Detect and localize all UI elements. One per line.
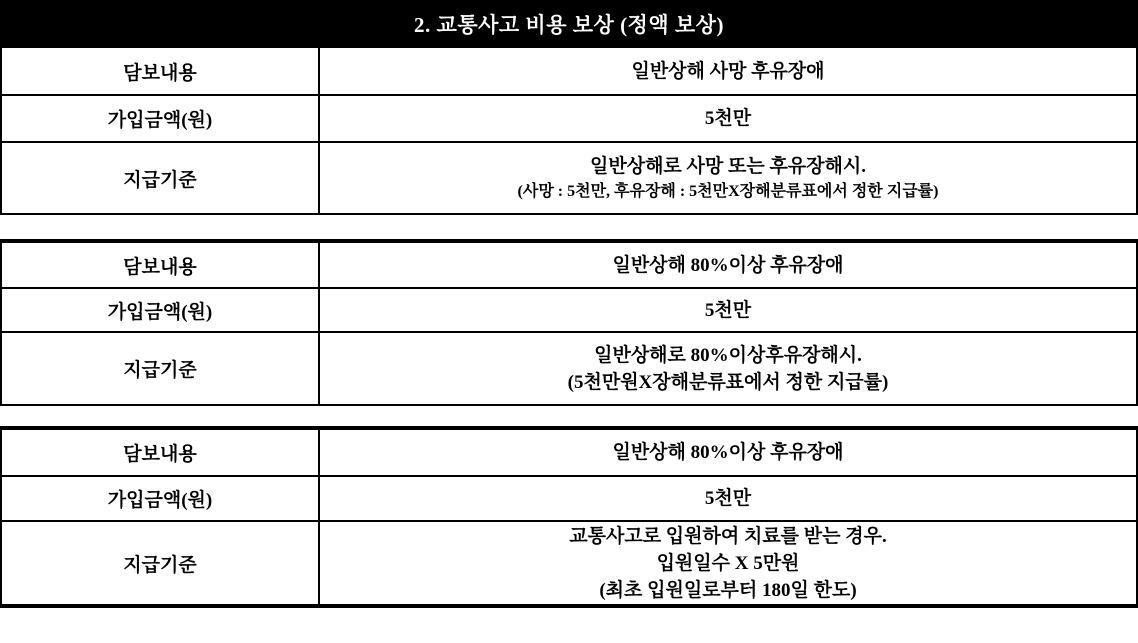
coverage-table-3 <box>0 426 1138 608</box>
table-row <box>2 287 1136 331</box>
criteria-label: 지급기준 <box>2 143 320 213</box>
coverage-value <box>320 430 1136 475</box>
table-row <box>2 48 1136 94</box>
criteria-value-detail: (5천만원X장해분류표에서 정한 지급률) <box>567 371 889 393</box>
table-row <box>2 94 1136 141</box>
amount-label: 가입금액(원) <box>2 289 320 331</box>
criteria-value <box>320 522 1136 604</box>
coverage-value-line: 일반상해 사망 후유장애 <box>631 60 825 82</box>
criteria-value-formula: 입원일수 X 5만원 <box>656 552 800 574</box>
coverage-table-1 <box>0 48 1138 215</box>
coverage-table-2 <box>0 239 1138 406</box>
amount-value <box>320 96 1136 141</box>
amount-label: 가입금액(원) <box>2 477 320 520</box>
criteria-value-detail: (사망 : 5천만, 후유장해 : 5천만X장해분류표에서 정한 지급률) <box>517 182 939 200</box>
coverage-label: 담보내용 <box>2 243 320 287</box>
table-row <box>2 430 1136 475</box>
table-row <box>2 141 1136 213</box>
table-row <box>2 331 1136 404</box>
amount-value-line: 5천만 <box>704 299 752 321</box>
coverage-label: 담보내용 <box>2 430 320 475</box>
criteria-value-line: 교통사고로 입원하여 치료를 받는 경우. <box>569 525 887 547</box>
criteria-label: 지급기준 <box>2 333 320 404</box>
criteria-label: 지급기준 <box>2 522 320 604</box>
table-row <box>2 243 1136 287</box>
criteria-value <box>320 333 1136 404</box>
coverage-value <box>320 243 1136 287</box>
criteria-value-line: 일반상해로 80%이상후유장해시. <box>594 344 862 366</box>
coverage-value <box>320 48 1136 94</box>
table-row <box>2 475 1136 520</box>
amount-value-line: 5천만 <box>704 488 752 509</box>
section-title: 2. 교통사고 비용 보상 (정액 보상) <box>414 13 724 37</box>
coverage-value-line: 일반상해 80%이상 후유장애 <box>612 254 844 276</box>
amount-value-line: 5천만 <box>704 108 752 129</box>
criteria-value <box>320 143 1136 213</box>
amount-value <box>320 477 1136 520</box>
criteria-value-limit: (최초 입원일로부터 180일 한도) <box>599 579 857 601</box>
section-header-bar <box>0 0 1138 48</box>
coverage-value-line: 일반상해 80%이상 후유장애 <box>612 442 844 463</box>
amount-label: 가입금액(원) <box>2 96 320 141</box>
amount-value <box>320 289 1136 331</box>
criteria-value-line: 일반상해로 사망 또는 후유장해시. <box>590 155 866 177</box>
coverage-label: 담보내용 <box>2 48 320 94</box>
table-row <box>2 520 1136 604</box>
